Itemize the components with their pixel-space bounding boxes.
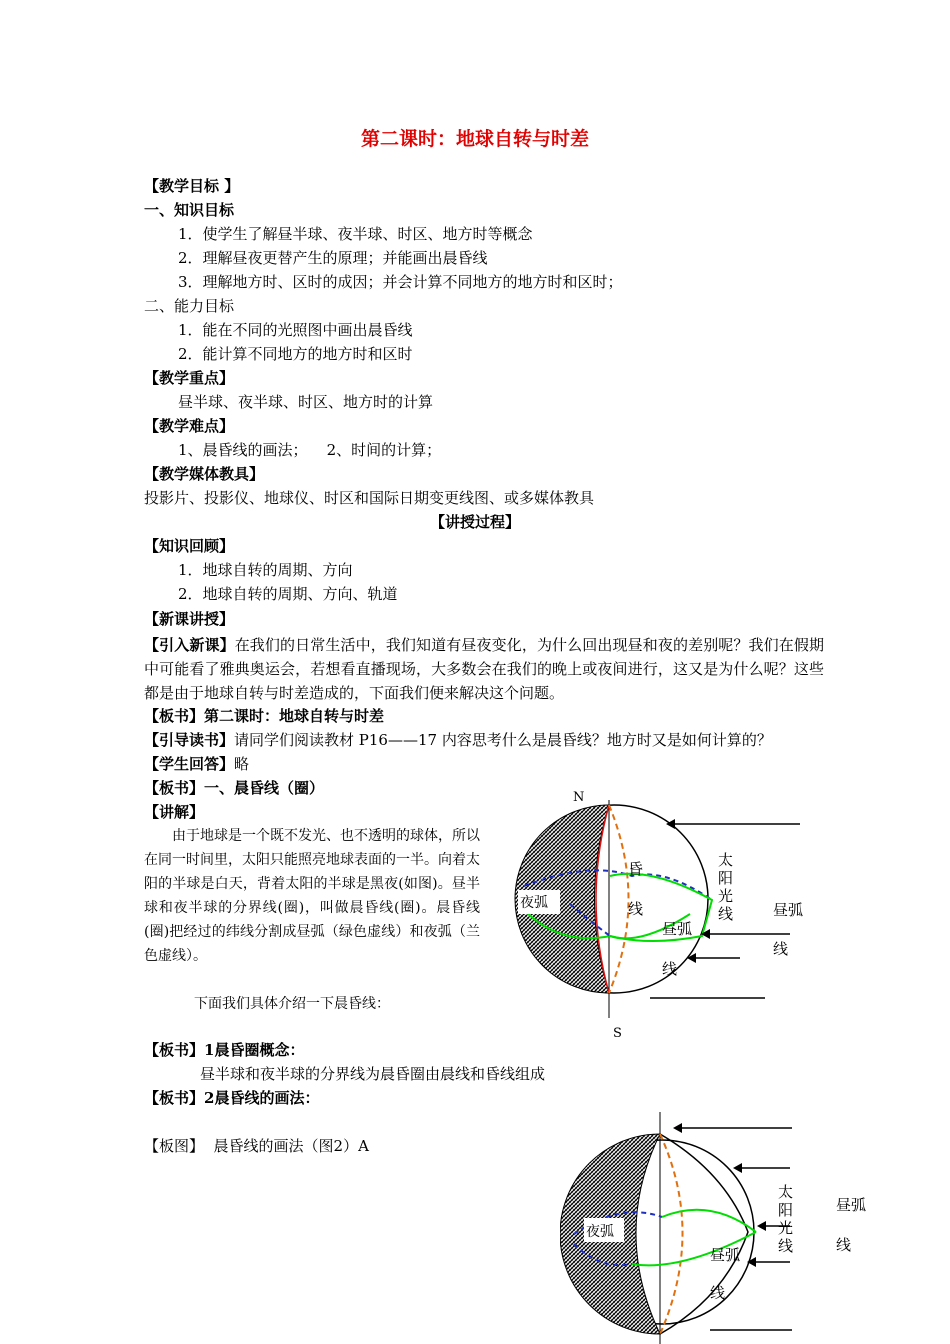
intro-paragraph [144,633,824,705]
media-heading: 【教学媒体教具】 [144,465,265,483]
knowledge-item: 3．理解地方时、区时的成因；并会计算不同地方的地方时和区时； [178,273,623,291]
explain-paragraph-2: 下面我们具体介绍一下晨昏线： [194,996,390,1012]
board-fig-label: 【板图】 [144,1137,205,1155]
arrow-head [673,1123,682,1133]
side-day-label: 昼弧 [836,1196,867,1214]
day-arc-xian-label: 线 [662,960,678,978]
figure-1-diagram [500,786,820,1046]
key-points-text: 昼半球、夜半球、时区、地方时的计算 [178,393,434,411]
intro-text: 在我们的日常生活中，我们知道有昼夜变化，为什么回出现昼和夜的差别呢？我们在假期中可能看了雅典奥运会，若想看直播现场，大多数会在我们的晚上或夜间进行，这又是为什么呢？这些都是由于地球自转与时差造成的，下面我们便来解决这个问题。 [144,636,824,702]
sun-label-char: 太 [718,851,734,869]
board2-text: 一、晨昏线（圈） [204,779,325,797]
board3-text: 1晨昏圈概念： [204,1041,305,1059]
figure-2-diagram [560,1112,900,1344]
night-arc-label: 夜弧 [586,1224,614,1240]
knowledge-item: 2．理解昼夜更替产生的原理；并能画出晨昏线 [178,249,488,267]
answer-line [144,754,249,774]
page-title: 第二课时：地球自转与时差 [360,128,589,150]
night-arc-label: 夜弧 [520,895,548,911]
guide-label: 【引导读书】 [144,731,235,749]
objectives-heading: 【教学目标 】 [144,177,240,195]
hun-label: 昏 [628,860,644,878]
guide-line [144,730,772,750]
board-label: 【板书】 [144,779,205,797]
sun-label-char: 光 [778,1219,794,1237]
new-lesson-heading: 【新课讲授】 [144,610,235,628]
key-points-heading: 【教学重点】 [144,369,235,387]
board1-text: 第二课时：地球自转与时差 [204,707,385,725]
answer-text: 略 [234,755,250,773]
board1-line [144,706,384,726]
ability-item: 1．能在不同的光照图中画出晨昏线 [178,321,413,339]
board-fig-text: 晨昏线的画法（图2）A [204,1137,369,1155]
arrow-head [733,1163,742,1173]
review-item: 1．地球自转的周期、方向 [178,561,353,579]
explain-paragraph: 由于地球是一个既不发光、也不透明的球体，所以在同一时间里，太阳只能照亮地球表面的一半。向着太阳的半球是白天，背着太阳的半球是黑夜(如图)。昼半球和夜半球的分界线(圈)，叫做晨昏线(圈)。晨昏线(圈)把经过的纬线分割成昼弧（绿色虚线）和夜弧（兰色虚线）。 [144,828,480,964]
guide-text: 请同学们阅读教材 P16——17 内容思考什么是晨昏线？地方时又是如何计算的？ [234,731,772,749]
sun-label-char: 阳 [718,869,734,887]
sun-label-char: 光 [718,887,734,905]
hun-xian-label: 线 [628,900,644,918]
explain-label: 【讲解】 [144,803,205,821]
side-line-label: 线 [836,1236,852,1254]
board2-line [144,778,324,798]
board-fig-line [144,1136,369,1156]
side-day-label: 昼弧 [773,901,804,919]
board3-line [144,1040,304,1060]
board4-line [144,1088,319,1108]
sun-label-char: 线 [778,1237,794,1255]
knowledge-heading: 一、知识目标 [144,201,235,219]
ability-item: 2．能计算不同地方的地方时和区时 [178,345,413,363]
review-item: 2．地球自转的周期、方向、轨道 [178,585,398,603]
day-arc-xian-label: 线 [710,1284,726,1302]
process-heading: 【讲授过程】 [429,513,520,531]
review-heading: 【知识回顾】 [144,537,235,555]
difficulties-text: 1、晨昏线的画法； 2、时间的计算； [178,441,442,459]
difficulties-heading: 【教学难点】 [144,417,235,435]
sun-label-char: 太 [778,1183,794,1201]
arrow-head [757,1221,766,1231]
concept-text: 昼半球和夜半球的分界线为晨昏圈由晨线和昏线组成 [200,1065,546,1083]
sun-label-char: 线 [718,905,734,923]
south-label: S [613,1026,622,1041]
answer-label: 【学生回答】 [144,755,235,773]
ability-heading: 二、能力目标 [144,297,235,315]
board-label: 【板书】 [144,1089,205,1107]
intro-label: 【引入新课】 [144,636,235,654]
north-label: N [573,790,585,805]
day-arc-label: 昼弧 [662,920,693,938]
board4-text: 2晨昏线的画法： [204,1089,320,1107]
board-label: 【板书】 [144,1041,205,1059]
board-label: 【板书】 [144,707,205,725]
day-arc-label: 昼弧 [710,1246,741,1264]
sun-label-char: 阳 [778,1201,794,1219]
side-line-label: 线 [773,940,789,958]
knowledge-item: 1．使学生了解昼半球、夜半球、时区、地方时等概念 [178,225,533,243]
media-text: 投影片、投影仪、地球仪、时区和国际日期变更线图、或多媒体教具 [144,489,595,507]
